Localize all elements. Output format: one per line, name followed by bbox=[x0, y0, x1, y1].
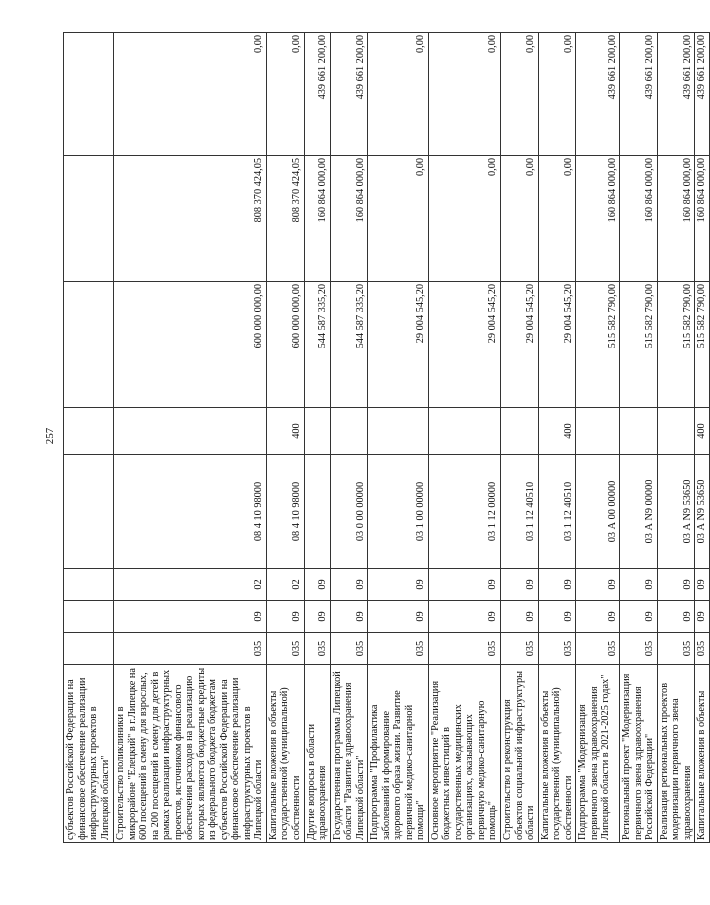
cell-vr bbox=[114, 408, 267, 455]
cell-s3: 439 661 200,00 bbox=[620, 33, 658, 156]
table-row bbox=[304, 33, 330, 843]
cell-name: Капитальные вложения в объекты bbox=[695, 665, 710, 843]
cell-csr: 03 1 12 40510 bbox=[538, 455, 576, 569]
cell-csr: 03 1 00 00000 bbox=[368, 455, 429, 569]
cell-s2: 0,00 bbox=[501, 156, 539, 282]
cell-rz: 09 bbox=[501, 601, 539, 633]
cell-name: Подпрограмма "Профилактика заболеваний и формирование здорового образа жизни. Развитие первичной медико-санитарной помощи" bbox=[368, 665, 429, 843]
table-row bbox=[501, 33, 539, 843]
cell-gr: 035 bbox=[114, 633, 267, 665]
cell-pr: 09 bbox=[695, 569, 710, 601]
cell-pr: 09 bbox=[576, 569, 620, 601]
table-row bbox=[695, 33, 710, 843]
cell-s1: 515 582 790,00 bbox=[620, 282, 658, 408]
table-row bbox=[330, 33, 368, 843]
cell-vr bbox=[304, 408, 330, 455]
cell-s3: 439 661 200,00 bbox=[695, 33, 710, 156]
table-row bbox=[266, 33, 304, 843]
cell-pr bbox=[64, 569, 114, 601]
cell-name: Государственная программа Липецкой области "Развитие здравоохранения Липецкой области" bbox=[330, 665, 368, 843]
cell-s2: 160 864 000,00 bbox=[330, 156, 368, 282]
cell-name: Строительство поликлиники в микрорайоне "Елецкий" в г.Липецке на 600 посещений в смену для взрослых, на 200 посещений в смену для детей в рамках реализации инфраструктурных проектов, источником финансового обеспечения расходов на реализацию которых являются бюджетные кредиты из федерального бюджета бюджетам субъектов Российской Федерации на финансовое обеспечение реализации инфраструктурных проектов в Липецкой области bbox=[114, 665, 267, 843]
cell-rz: 09 bbox=[368, 601, 429, 633]
cell-vr bbox=[330, 408, 368, 455]
cell-s1 bbox=[64, 282, 114, 408]
cell-rz: 09 bbox=[428, 601, 500, 633]
cell-pr: 09 bbox=[657, 569, 695, 601]
cell-vr bbox=[576, 408, 620, 455]
page-number: 257 bbox=[44, 427, 56, 445]
table-row bbox=[538, 33, 576, 843]
cell-gr: 035 bbox=[304, 633, 330, 665]
cell-gr: 035 bbox=[428, 633, 500, 665]
table-row bbox=[428, 33, 500, 843]
cell-csr: 03 0 00 00000 bbox=[330, 455, 368, 569]
cell-s3: 0,00 bbox=[428, 33, 500, 156]
cell-csr: 03 1 12 00000 bbox=[428, 455, 500, 569]
cell-rz: 09 bbox=[657, 601, 695, 633]
cell-csr bbox=[64, 455, 114, 569]
cell-csr: 03 А N9 53650 bbox=[695, 455, 710, 569]
cell-pr: 09 bbox=[368, 569, 429, 601]
rotated-page-content bbox=[63, 33, 708, 843]
cell-rz: 09 bbox=[576, 601, 620, 633]
cell-pr: 09 bbox=[428, 569, 500, 601]
table-row bbox=[368, 33, 429, 843]
cell-s2 bbox=[64, 156, 114, 282]
cell-vr bbox=[368, 408, 429, 455]
cell-gr: 035 bbox=[657, 633, 695, 665]
cell-vr: 400 bbox=[538, 408, 576, 455]
cell-s2: 808 370 424,05 bbox=[114, 156, 267, 282]
cell-pr: 09 bbox=[330, 569, 368, 601]
cell-s3: 0,00 bbox=[266, 33, 304, 156]
cell-name: Региональный проект "Модернизация первичного звена здравоохранения Российской Федерации" bbox=[620, 665, 658, 843]
cell-s2: 160 864 000,00 bbox=[620, 156, 658, 282]
cell-pr: 09 bbox=[538, 569, 576, 601]
cell-vr bbox=[501, 408, 539, 455]
cell-rz: 09 bbox=[304, 601, 330, 633]
cell-s3: 0,00 bbox=[501, 33, 539, 156]
cell-s2: 0,00 bbox=[368, 156, 429, 282]
cell-rz: 09 bbox=[620, 601, 658, 633]
cell-s1: 29 004 545,20 bbox=[538, 282, 576, 408]
cell-s2: 0,00 bbox=[428, 156, 500, 282]
cell-gr: 035 bbox=[538, 633, 576, 665]
cell-s2: 0,00 bbox=[538, 156, 576, 282]
cell-rz bbox=[64, 601, 114, 633]
cell-s1: 29 004 545,20 bbox=[501, 282, 539, 408]
table-row bbox=[576, 33, 620, 843]
cell-csr bbox=[304, 455, 330, 569]
cell-vr: 400 bbox=[695, 408, 710, 455]
cell-s2: 808 370 424,05 bbox=[266, 156, 304, 282]
cell-rz: 09 bbox=[695, 601, 710, 633]
cell-s3: 0,00 bbox=[538, 33, 576, 156]
cell-s3: 439 661 200,00 bbox=[576, 33, 620, 156]
cell-csr: 03 А 00 00000 bbox=[576, 455, 620, 569]
table-row bbox=[620, 33, 658, 843]
cell-vr bbox=[657, 408, 695, 455]
cell-name: Основное мероприятие "Реализация бюджетных инвестиций в государственных медицинских организациях, оказывающих первичную медико-санитарную помощь" bbox=[428, 665, 500, 843]
cell-name: Капитальные вложения в объекты государственной (муниципальной) собственности bbox=[538, 665, 576, 843]
cell-s1: 515 582 790,00 bbox=[657, 282, 695, 408]
cell-s1: 600 000 000,00 bbox=[266, 282, 304, 408]
cell-s1: 544 587 335,20 bbox=[304, 282, 330, 408]
table-row bbox=[64, 33, 114, 843]
cell-name: субъектов Российской Федерации на финансовое обеспечение реализации инфраструктурных проектов в Липецкой области" bbox=[64, 665, 114, 843]
cell-s1: 29 004 545,20 bbox=[368, 282, 429, 408]
cell-name: Реализация региональных проектов модернизации первичного звена здравоохранения bbox=[657, 665, 695, 843]
cell-s2: 160 864 000,00 bbox=[576, 156, 620, 282]
cell-s2: 160 864 000,00 bbox=[304, 156, 330, 282]
cell-gr: 035 bbox=[368, 633, 429, 665]
cell-pr: 09 bbox=[501, 569, 539, 601]
cell-pr: 02 bbox=[266, 569, 304, 601]
cell-s3 bbox=[64, 33, 114, 156]
cell-csr: 03 1 12 40510 bbox=[501, 455, 539, 569]
cell-name: Строительство и реконструкция объектов социальной инфраструктуры области bbox=[501, 665, 539, 843]
cell-gr: 035 bbox=[576, 633, 620, 665]
cell-s1: 544 587 335,20 bbox=[330, 282, 368, 408]
cell-s2: 160 864 000,00 bbox=[657, 156, 695, 282]
table-row bbox=[114, 33, 267, 843]
cell-rz: 09 bbox=[538, 601, 576, 633]
cell-gr bbox=[64, 633, 114, 665]
cell-pr: 09 bbox=[620, 569, 658, 601]
cell-s3: 0,00 bbox=[114, 33, 267, 156]
cell-gr: 035 bbox=[695, 633, 710, 665]
cell-csr: 03 А N9 00000 bbox=[620, 455, 658, 569]
cell-s1: 515 582 790,00 bbox=[695, 282, 710, 408]
cell-gr: 035 bbox=[620, 633, 658, 665]
cell-s3: 439 661 200,00 bbox=[330, 33, 368, 156]
cell-name: Другие вопросы в области здравоохранения bbox=[304, 665, 330, 843]
cell-s3: 439 661 200,00 bbox=[304, 33, 330, 156]
cell-gr: 035 bbox=[501, 633, 539, 665]
cell-s1: 515 582 790,00 bbox=[576, 282, 620, 408]
cell-vr bbox=[64, 408, 114, 455]
cell-vr bbox=[620, 408, 658, 455]
table-row bbox=[657, 33, 695, 843]
cell-s3: 439 661 200,00 bbox=[657, 33, 695, 156]
cell-s3: 0,00 bbox=[368, 33, 429, 156]
cell-vr bbox=[428, 408, 500, 455]
cell-pr: 02 bbox=[114, 569, 267, 601]
cell-name: Подпрограмма "Модернизация первичного звена здравоохранения Липецкой области в 2021-2025 годах" bbox=[576, 665, 620, 843]
cell-rz: 09 bbox=[114, 601, 267, 633]
cell-s2: 160 864 000,00 bbox=[695, 156, 710, 282]
cell-pr: 09 bbox=[304, 569, 330, 601]
budget-table bbox=[63, 32, 710, 843]
cell-name: Капитальные вложения в объекты государственной (муниципальной) собственности bbox=[266, 665, 304, 843]
cell-csr: 03 А N9 53650 bbox=[657, 455, 695, 569]
cell-csr: 08 4 10 98000 bbox=[266, 455, 304, 569]
cell-vr: 400 bbox=[266, 408, 304, 455]
cell-rz: 09 bbox=[266, 601, 304, 633]
cell-gr: 035 bbox=[266, 633, 304, 665]
cell-csr: 08 4 10 98000 bbox=[114, 455, 267, 569]
cell-s1: 29 004 545,20 bbox=[428, 282, 500, 408]
cell-gr: 035 bbox=[330, 633, 368, 665]
cell-rz: 09 bbox=[330, 601, 368, 633]
cell-s1: 600 000 000,00 bbox=[114, 282, 267, 408]
